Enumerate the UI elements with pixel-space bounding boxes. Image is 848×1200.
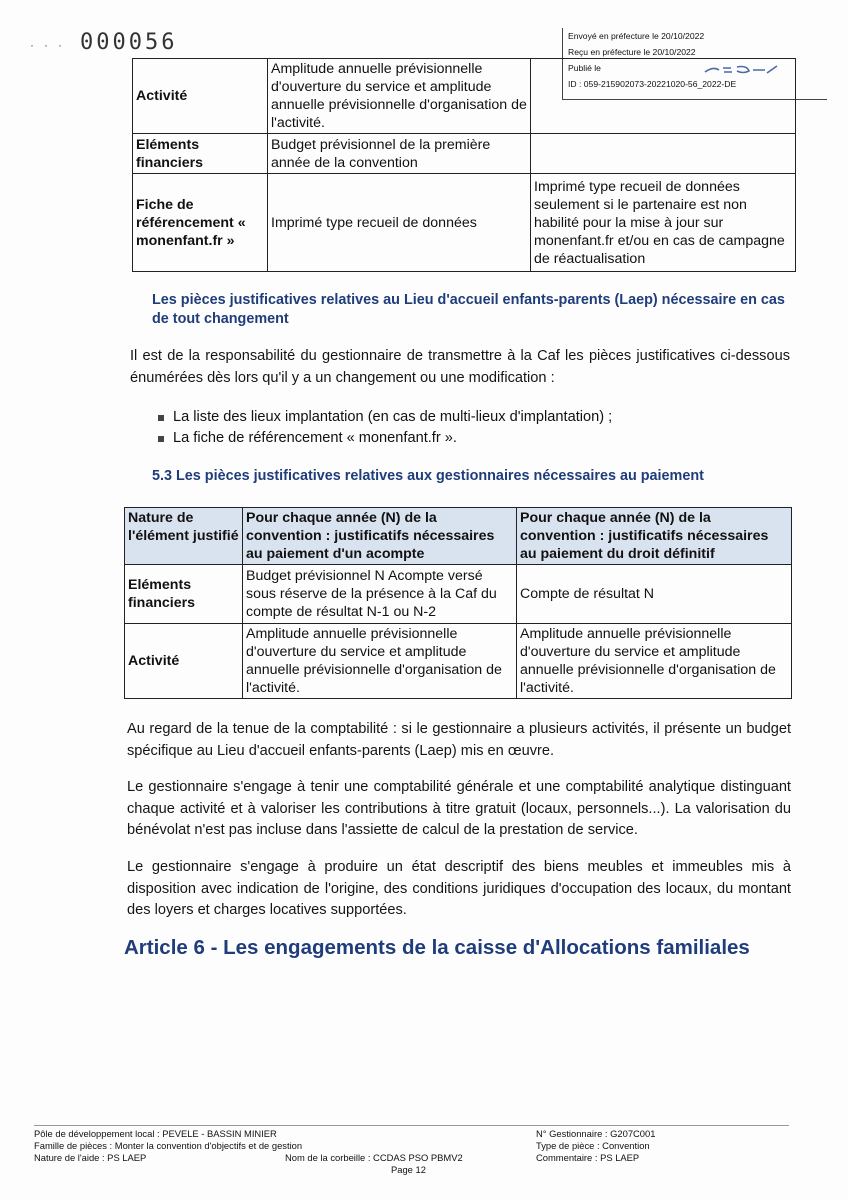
page-stamp-number: 000056: [80, 30, 178, 55]
table-cell-label: Activité: [133, 59, 268, 134]
footer-type-piece: Type de pièce : Convention: [536, 1140, 650, 1151]
analytic-accounting-paragraph: Le gestionnaire s'engage à tenir une comptabilité générale et une comptabilité analytique distinguant chaque activité et à valoriser les contributions à titre gratuit (locaux, personnels...). La valorisation du bénévolat n'est pas incluse dans l'assiette de calcul de la prestation de service.: [127, 779, 791, 838]
table-header-row: [125, 508, 792, 565]
footer-gestionnaire: N° Gestionnaire : G207C001: [536, 1128, 656, 1139]
laep-bullet-list: [155, 407, 795, 449]
table-cell: Amplitude annuelle prévisionnelle d'ouverture du service et amplitude annuelle prévisionnelle d'organisation de l'activité.: [243, 624, 517, 699]
table-row: [125, 624, 792, 699]
prefecture-published: Publié le: [568, 63, 601, 73]
section-5-3-heading: 5.3 Les pièces justificatives relatives aux gestionnaires nécessaires au paiement: [152, 468, 704, 484]
referencing-table: [132, 58, 796, 272]
scan-dots: ···: [30, 38, 72, 52]
laep-section-heading: Les pièces justificatives relatives au Lieu d'accueil enfants-parents (Laep) nécessaire en cas de tout changement: [152, 292, 785, 327]
payment-justification-table: [124, 507, 792, 699]
accounting-paragraph: Au regard de la tenue de la comptabilité : si le gestionnaire a plusieurs activités, il présente un budget spécifique au Lieu d'accueil enfants-parents (Laep) mis en œuvre.: [127, 721, 791, 759]
table-cell: Budget prévisionnel N Acompte versé sous réserve de la présence à la Caf du compte de résultat N-1 ou N-2: [243, 565, 517, 624]
footer-divider: [34, 1125, 789, 1126]
table-row: [133, 134, 796, 174]
table-cell: Budget prévisionnel de la première année de la convention: [268, 134, 531, 174]
table-cell: [531, 59, 796, 134]
table-cell: [531, 134, 796, 174]
table-cell-label: Eléments financiers: [133, 134, 268, 174]
table-cell-label: Eléments financiers: [125, 565, 243, 624]
assets-paragraph: Le gestionnaire s'engage à produire un état descriptif des biens meubles et immeubles mis à disposition avec indication de l'origine, des conditions juridiques d'occupation des locaux, du montant des loyers et charges locatives supportées.: [127, 859, 791, 918]
table-cell: Amplitude annuelle prévisionnelle d'ouverture du service et amplitude annuelle prévisionnelle d'organisation de l'activité.: [517, 624, 792, 699]
table-header-cell: Nature de l'élément justifié: [125, 508, 243, 565]
table-cell-label: Fiche de référencement « monenfant.fr »: [133, 174, 268, 272]
footer-pole: Pôle de développement local : PEVELE - BASSIN MINIER: [34, 1128, 277, 1139]
list-item: La fiche de référencement « monenfant.fr ».: [155, 428, 795, 449]
footer-famille: Famille de pièces : Monter la convention d'objectifs et de gestion: [34, 1140, 303, 1151]
list-item: La liste des lieux implantation (en cas de multi-lieux d'implantation) ;: [155, 407, 795, 428]
footer-nature: Nature de l'aide : PS LAEP: [34, 1152, 147, 1163]
footer-corbeille: Nom de la corbeille : CCDAS PSO PBMV2: [285, 1152, 463, 1163]
table-cell: Compte de résultat N: [517, 565, 792, 624]
table-row: [133, 59, 796, 134]
table-cell: Imprimé type recueil de données seulement si le partenaire est non habilité pour la mise à jour sur monenfant.fr et/ou en cas de campagne de réactualisation: [531, 174, 796, 272]
table-header-cell: Pour chaque année (N) de la convention : justificatifs nécessaires au paiement d'un acompte: [243, 508, 517, 565]
table-cell-label: Activité: [125, 624, 243, 699]
laep-paragraph: Il est de la responsabilité du gestionnaire de transmettre à la Caf les pièces justificatives ci-dessous énumérées dès lors qu'il y a un changement ou une modification :: [130, 348, 790, 386]
footer-commentaire: Commentaire : PS LAEP: [536, 1152, 640, 1163]
table-header-cell: Pour chaque année (N) de la convention : justificatifs nécessaires au paiement du droit définitif: [517, 508, 792, 565]
prefecture-id: ID : 059-215902073-20221020-56_2022-DE: [568, 79, 737, 89]
table-row: [125, 565, 792, 624]
table-row: [133, 174, 796, 272]
table-cell: Imprimé type recueil de données: [268, 174, 531, 272]
article-6-heading: Article 6 - Les engagements de la caisse d'Allocations familiales: [124, 936, 750, 959]
page-number: Page 12: [391, 1164, 426, 1175]
prefecture-sent: Envoyé en préfecture le 20/10/2022: [568, 31, 705, 41]
prefecture-received: Reçu en préfecture le 20/10/2022: [568, 47, 696, 57]
table-cell: Amplitude annuelle prévisionnelle d'ouverture du service et amplitude annuelle prévisionnelle d'organisation de l'activité.: [268, 59, 531, 134]
